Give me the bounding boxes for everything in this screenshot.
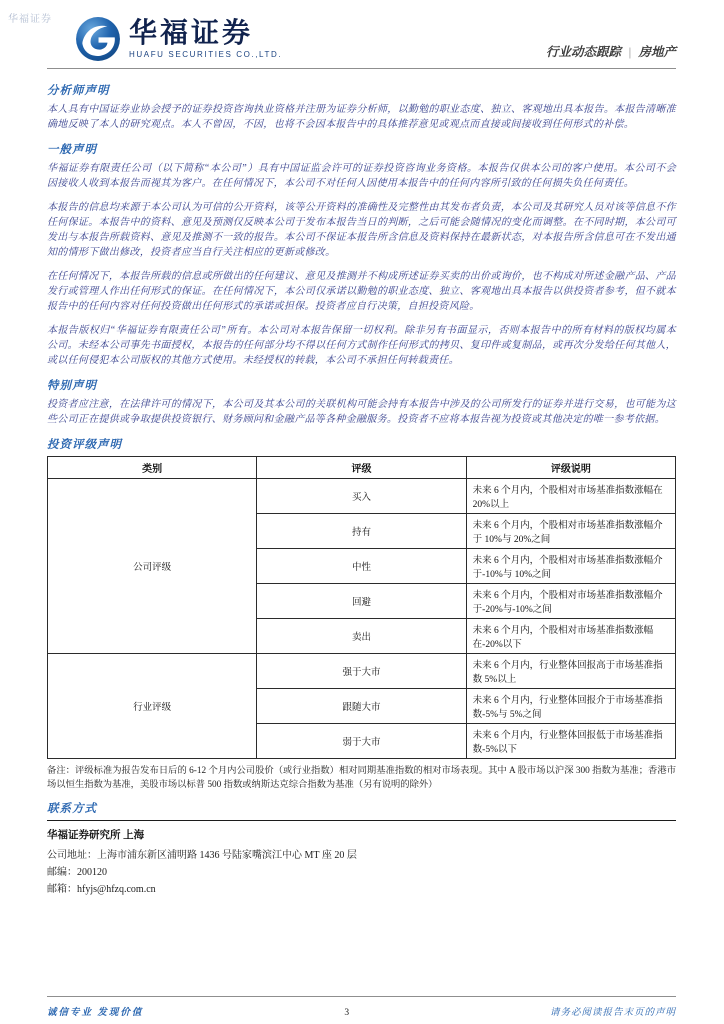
section-title-analyst-statement: 分析师声明 [47, 85, 110, 97]
huafu-logo-icon [75, 16, 121, 62]
table-row [48, 654, 676, 689]
section-title-rating-statement: 投资评级声明 [47, 439, 122, 451]
section-title-general-statement: 一般声明 [47, 144, 97, 156]
special-statement-paragraph: 投资者应注意，在法律许可的情况下，本公司及其本公司的关联机构可能会持有本报告中涉及的公司所发行的证券并进行交易，也可能为这些公司正在提供或争取提供投资银行、财务顾问和金融产品等各种金融服务。投资者不应将本报告视为投资或其他决定的唯一参考依据。 [47, 399, 676, 425]
section-title-special-statement: 特别声明 [47, 380, 97, 392]
general-statement-paragraph-4: 本报告版权归“华福证券有限责任公司”所有。本公司对本报告保留一切权利。除非另有书面显示，否则本报告中的所有材料的版权均属本公司。未经本公司事先书面授权，本报告的任何部分均不得以任何方式制作任何形式的拷贝、复印件或复制品，或再次分发给任何其他人，或以任何侵犯本公司版权的其他方式使用。未经授权的转载，本公司不承担任何转载责任。 [47, 325, 676, 366]
grade-outperform: 强于大市 [257, 654, 466, 689]
contact-divider [47, 820, 676, 821]
table-row [48, 479, 676, 514]
rating-note: 备注：评级标准为报告发布日后的 6-12 个月内公司股价（或行业指数）相对同期基准指数的相对市场表现。其中 A 股市场以沪深 300 指数为基准；香港市场以恒生指数为基准，美股市场以标普 500 指数或纳斯达克综合指数为基准（另有说明的除外） [47, 766, 676, 790]
rating-table-header-grade: 评级 [257, 457, 466, 479]
report-type-label: 行业动态跟踪 [546, 45, 622, 59]
category-company-rating: 公司评级 [48, 479, 257, 654]
category-industry-rating: 行业评级 [48, 654, 257, 759]
grade-buy: 买入 [257, 479, 466, 514]
grade-underperform: 弱于大市 [257, 724, 466, 759]
page-footer [47, 996, 676, 1018]
general-statement-paragraph-2: 本报告的信息均来源于本公司认为可信的公开资料，该等公开资料的准确性及完整性由其发布者负责，本公司及其研究人员对该等信息不作任何保证。本报告中的资料、意见及预测仅反映本公司于发布本报告当日的判断，之后可能会随情况的变化而调整。在不同时期，本公司可发出与本报告所载资料、意见及推测不一致的报告。本公司不保证本报告所含信息及资料保持在最新状态，对本报告所含信息可在不发出通知的情形下做出修改，投资者应当自行关注相应的更新或修改。 [47, 202, 676, 258]
logo [75, 16, 282, 62]
grade-avoid: 回避 [257, 584, 466, 619]
rating-table [47, 456, 676, 759]
grade-buy-description: 未来 6 个月内，个股相对市场基准指数涨幅在 20%以上 [466, 479, 675, 514]
footer-disclaimer-note: 请务必阅读报告末页的声明 [549, 1008, 676, 1018]
page-number: 3 [344, 1008, 350, 1018]
rating-table-header-row [48, 457, 676, 479]
corner-watermark: 华福证券 [8, 14, 52, 25]
general-statement-paragraph-1: 华福证券有限责任公司（以下简称“本公司”）具有中国证监会许可的证券投资咨询业务资格。本报告仅供本公司的客户使用。本公司不会因接收人收到本报告而视其为客户。在任何情况下，本公司不对任何人因使用本报告中的任何内容所引致的任何损失负任何责任。 [47, 163, 676, 189]
contact-email: 邮箱：hfyjs@hfzq.com.cn [47, 884, 156, 895]
footer-slogan: 诚信专业 发现价值 [47, 1008, 144, 1018]
logo-title: 华福证券 [129, 17, 254, 49]
grade-neutral-description: 未来 6 个月内，个股相对市场基准指数涨幅介于-10%与 10%之间 [466, 549, 675, 584]
grade-outperform-description: 未来 6 个月内，行业整体回报高于市场基准指数 5%以上 [466, 654, 675, 689]
main-content [47, 74, 676, 898]
logo-subtitle: HUAFU SECURITIES CO.,LTD. [129, 50, 283, 60]
logo-text [129, 19, 282, 59]
header-divider [47, 68, 676, 69]
grade-inline: 跟随大市 [257, 689, 466, 724]
section-title-contact: 联系方式 [47, 803, 97, 815]
grade-avoid-description: 未来 6 个月内，个股相对市场基准指数涨幅介于-20%与-10%之间 [466, 584, 675, 619]
grade-sell-description: 未来 6 个月内，个股相对市场基准指数涨幅在-20%以下 [466, 619, 675, 654]
general-statement-paragraph-3: 在任何情况下，本报告所载的信息或所做出的任何建议、意见及推测并不构成所述证券买卖的出价或询价，也不构成对所述金融产品、产品发行或管理人作出任何形式的保证。在任何情况下，本公司仅承诺以勤勉的职业态度、独立、客观地出具本报告以供投资者参考，但不就本报告中的任何内容对任何投资做出任何形式的承诺或担保。投资者应自行决策，自担投资风险。 [47, 271, 676, 312]
contact-postcode: 邮编：200120 [47, 867, 107, 878]
header [47, 12, 676, 62]
grade-sell: 卖出 [257, 619, 466, 654]
grade-neutral: 中性 [257, 549, 466, 584]
contact-address: 公司地址：上海市浦东新区浦明路 1436 号陆家嘴滨江中心 MT 座 20 层 [47, 850, 357, 861]
grade-hold-description: 未来 6 个月内，个股相对市场基准指数涨幅介于 10%与 20%之间 [466, 514, 675, 549]
report-category [546, 42, 676, 62]
industry-label: 房地产 [638, 45, 676, 59]
contact-office-name: 华福证券研究所 上海 [47, 830, 145, 841]
rating-table-header-category: 类别 [48, 457, 257, 479]
rating-table-header-description: 评级说明 [466, 457, 675, 479]
header-separator: | [628, 45, 632, 59]
grade-inline-description: 未来 6 个月内，行业整体回报介于市场基准指数-5%与 5%之间 [466, 689, 675, 724]
grade-hold: 持有 [257, 514, 466, 549]
analyst-statement-paragraph: 本人具有中国证券业协会授予的证券投资咨询执业资格并注册为证券分析师，以勤勉的职业态度、独立、客观地出具本报告。本报告清晰准确地反映了本人的研究观点。本人不曾因，不因，也将不会因本报告中的具体推荐意见或观点而直接或间接收到任何形式的补偿。 [47, 104, 676, 130]
grade-underperform-description: 未来 6 个月内，行业整体回报低于市场基准指数-5%以下 [466, 724, 675, 759]
